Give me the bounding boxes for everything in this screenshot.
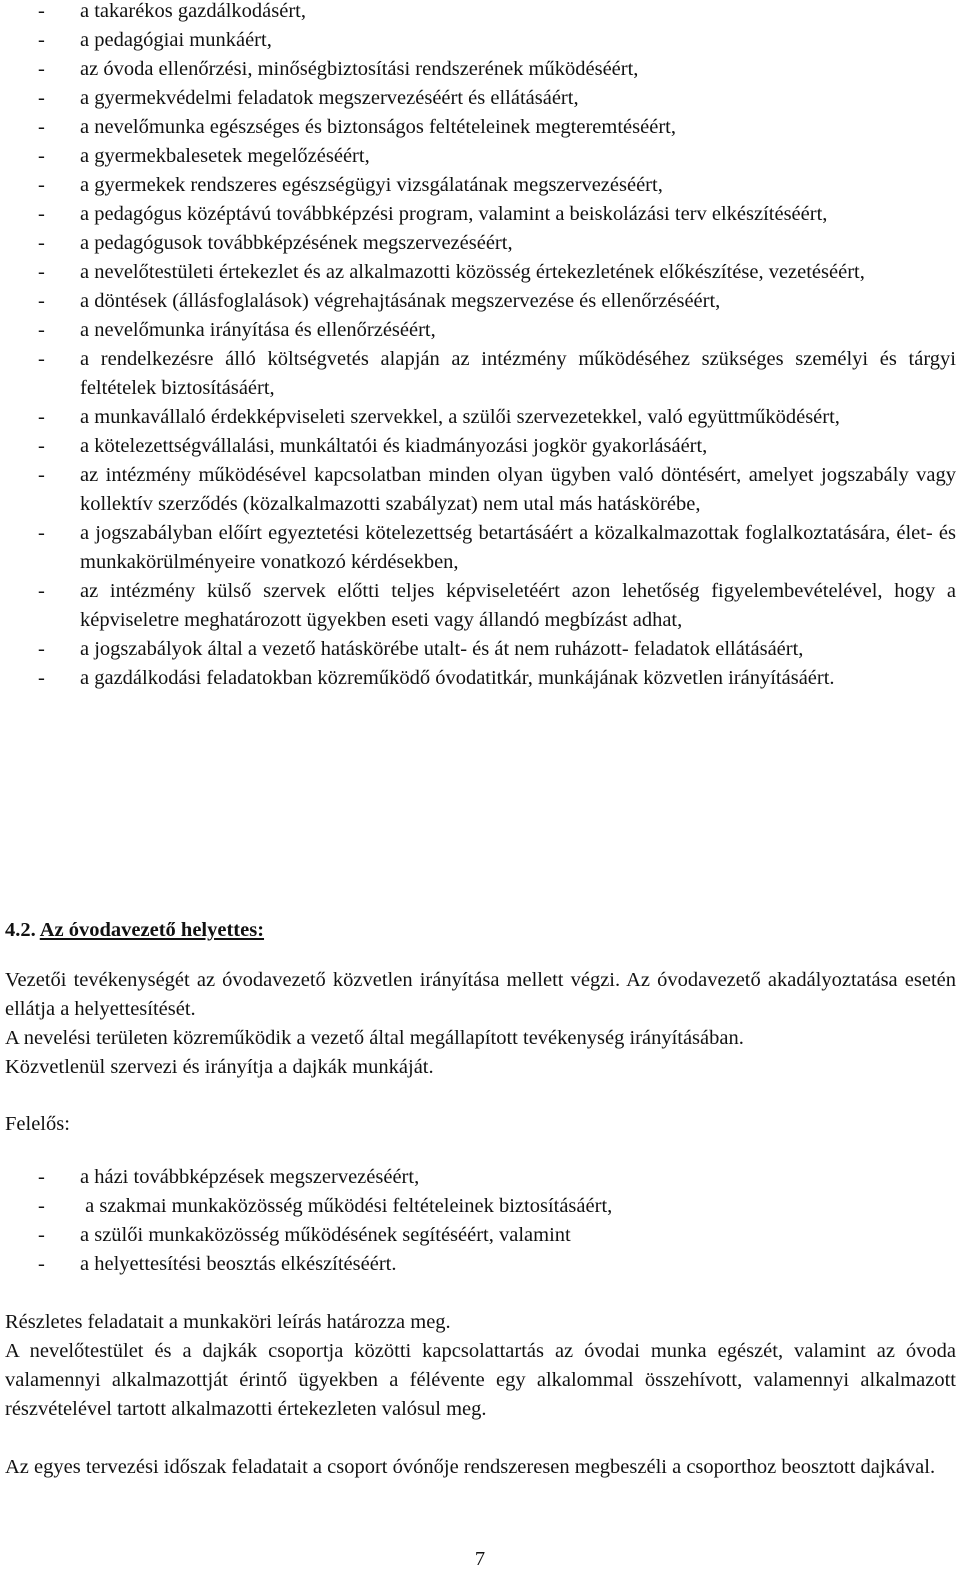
list-item: [0, 200, 960, 229]
responsibilities-list: [0, 0, 960, 693]
closing-paragraph: A nevelőtestület és a dajkák csoportja közötti kapcsolattartás az óvodai munka egészét, valamint az óvoda valamennyi alkalmazottját érintő ügyekben a félévente egy alkalommal összehívott, valamennyi alkalmazott részvételével tartott alkalmazotti értekezleten valósul meg.: [5, 1340, 956, 1420]
section-title: Az óvodavezető helyettes:: [39, 919, 265, 941]
list-dash: -: [38, 638, 45, 660]
list-dash: -: [38, 406, 45, 428]
list-item: [0, 0, 960, 26]
list-item: [0, 258, 960, 287]
list-item: [0, 403, 960, 432]
list-dash: -: [38, 319, 45, 341]
list-item-text: a házi továbbképzések megszervezéséért,: [80, 1166, 420, 1188]
list-item-text: az intézmény működésével kapcsolatban minden olyan ügyben való döntésért, amelyet jogszabály vagy kollektív szerződés (közalkalmazotti szabályzat) nem utal más hatáskörébe,: [80, 464, 956, 515]
list-item-text: a gazdálkodási feladatokban közreműködő óvodatitkár, munkájának közvetlen irányításáért.: [80, 667, 835, 689]
list-item-text: az intézmény külső szervek előtti teljes képviseletéért azon lehetőség figyelembevételével, hogy a képviseletre meghatározott ügyekben eseti vagy állandó megbízást adhat,: [80, 580, 956, 631]
list-item-text: a gyermekvédelmi feladatok megszervezéséért és ellátásáért,: [80, 87, 579, 109]
list-dash: -: [38, 290, 45, 312]
list-dash: -: [38, 1224, 45, 1246]
closing-paragraph: Részletes feladatait a munkaköri leírás határozza meg.: [5, 1311, 451, 1333]
list-dash: -: [38, 203, 45, 225]
list-item-text: a rendelkezésre álló költségvetés alapján az intézmény működéséhez szükséges személyi és tárgyi feltételek biztosításáért,: [80, 348, 956, 399]
list-dash: -: [38, 580, 45, 602]
list-item: [0, 345, 960, 403]
list-item: [0, 1192, 960, 1221]
intro-paragraph: A nevelési területen közreműködik a vezető által megállapított tevékenység irányításában.: [5, 1027, 744, 1049]
list-item-text: a pedagógiai munkáért,: [80, 29, 272, 51]
list-item: [0, 26, 960, 55]
list-item: [0, 171, 960, 200]
list-item-text: a nevelőtestületi értekezlet és az alkalmazotti közösség értekezletének előkészítése, vezetéséért,: [80, 261, 865, 283]
responsible-label: Felelős:: [5, 1113, 70, 1135]
list-item-text: a döntések (állásfoglalások) végrehajtásának megszervezése és ellenőrzéséért,: [80, 290, 721, 312]
list-dash: -: [38, 1195, 45, 1217]
list-dash: -: [38, 29, 45, 51]
list-item-text: a pedagógusok továbbképzésének megszervezéséért,: [80, 232, 513, 254]
list-item: [0, 1163, 960, 1192]
page-number: 7: [474, 1548, 486, 1570]
list-item-text: a munkavállaló érdekképviseleti szervekkel, a szülői szervezetekkel, való együttműködésért,: [80, 406, 840, 428]
list-item-text: az óvoda ellenőrzési, minőségbiztosítási rendszerének működéséért,: [80, 58, 639, 80]
list-item: [0, 113, 960, 142]
list-item: [0, 287, 960, 316]
list-item-text: a helyettesítési beosztás elkészítéséért.: [80, 1253, 397, 1275]
list-item-text: a szülői munkaközösség működésének segítéséért, valamint: [80, 1224, 571, 1246]
closing-paragraph: Az egyes tervezési időszak feladatait a csoport óvónője rendszeresen megbeszéli a csoporthoz beosztott dajkával.: [5, 1456, 936, 1478]
list-dash: -: [38, 464, 45, 486]
list-item-text: a pedagógus középtávú továbbképzési program, valamint a beiskolázási terv elkészítéséért,: [80, 203, 828, 225]
list-dash: -: [38, 435, 45, 457]
list-dash: -: [38, 1166, 45, 1188]
list-item-text: a gyermekbalesetek megelőzéséért,: [80, 145, 370, 167]
list-item: [0, 1250, 960, 1279]
list-item-text: a jogszabályok által a vezető hatáskörébe utalt- és át nem ruházott- feladatok ellátásáért,: [80, 638, 804, 660]
list-item: [0, 55, 960, 84]
list-item-text: a szakmai munkaközösség működési feltételeinek biztosításáért,: [80, 1195, 613, 1217]
list-item: [0, 142, 960, 171]
list-dash: -: [38, 232, 45, 254]
intro-paragraph: Vezetői tevékenységét az óvodavezető közvetlen irányítása mellett végzi. Az óvodavezető akadályoztatása esetén ellátja a helyettesítését.: [5, 969, 956, 1020]
list-item-text: a takarékos gazdálkodásért,: [80, 0, 306, 22]
list-item: [0, 461, 960, 519]
list-item: [0, 664, 960, 693]
list-item: [0, 519, 960, 577]
list-item-text: a nevelőmunka egészséges és biztonságos feltételeinek megteremtéséért,: [80, 116, 676, 138]
list-item: [0, 432, 960, 461]
list-dash: -: [38, 522, 45, 544]
list-item: [0, 577, 960, 635]
list-item: [0, 1221, 960, 1250]
list-dash: -: [38, 1253, 45, 1275]
list-item-text: a jogszabályban előírt egyeztetési kötelezettség betartásáért a közalkalmazottak foglalkoztatására, élet- és munkakörülményeire vonatkozó kérdésekben,: [80, 522, 956, 573]
deputy-responsibilities-list: [0, 1163, 960, 1279]
list-dash: -: [38, 58, 45, 80]
list-dash: -: [38, 116, 45, 138]
section-heading: [5, 916, 264, 945]
list-dash: -: [38, 174, 45, 196]
list-item: [0, 84, 960, 113]
list-dash: -: [38, 87, 45, 109]
list-dash: -: [38, 145, 45, 167]
list-item: [0, 635, 960, 664]
list-item-text: a kötelezettségvállalási, munkáltatói és kiadmányozási jogkör gyakorlásáért,: [80, 435, 708, 457]
intro-paragraph: Közvetlenül szervezi és irányítja a dajkák munkáját.: [5, 1056, 434, 1078]
list-item: [0, 229, 960, 258]
list-dash: -: [38, 0, 45, 22]
list-item: [0, 316, 960, 345]
list-item-text: a gyermekek rendszeres egészségügyi vizsgálatának megszervezéséért,: [80, 174, 663, 196]
section-number: 4.2.: [5, 919, 36, 941]
list-item-text: a nevelőmunka irányítása és ellenőrzéséért,: [80, 319, 436, 341]
list-dash: -: [38, 667, 45, 689]
list-dash: -: [38, 261, 45, 283]
list-dash: -: [38, 348, 45, 370]
